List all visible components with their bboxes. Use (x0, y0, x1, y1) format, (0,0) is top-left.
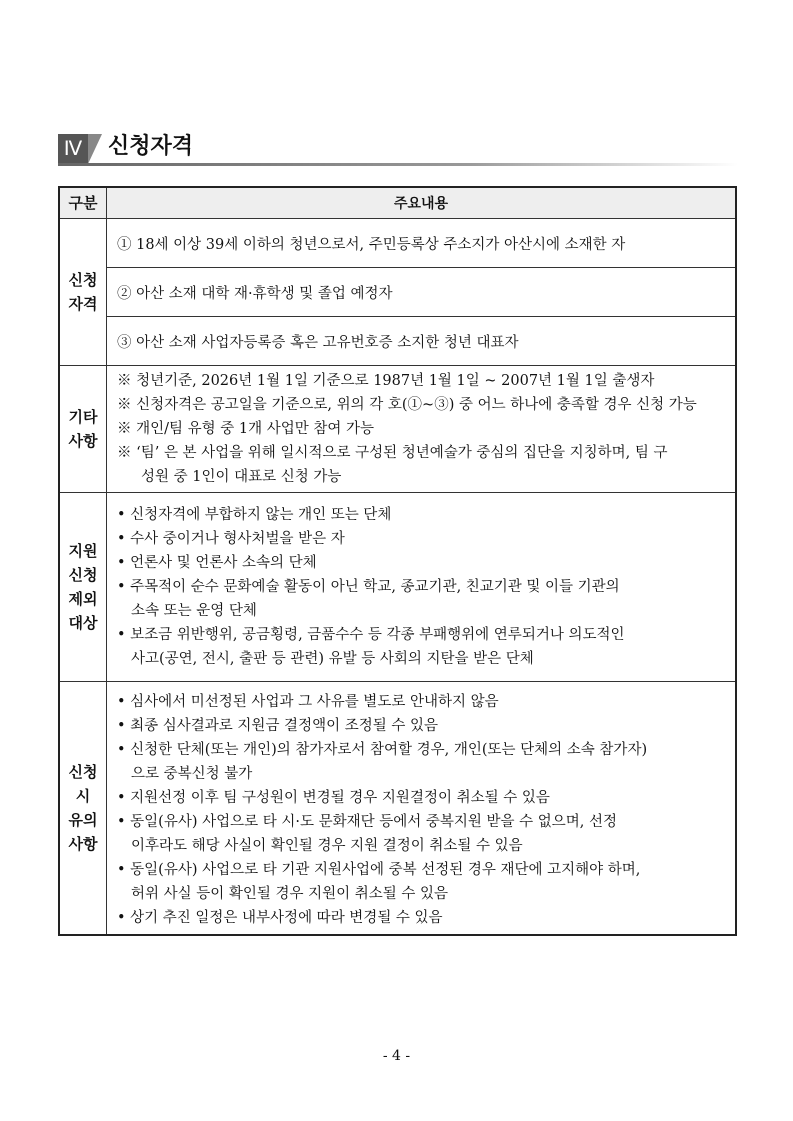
badge-decoration (88, 134, 102, 164)
row-label-line: 기타 (68, 408, 98, 426)
row-label (59, 219, 107, 366)
list-item: ※ 청년기준, 2026년 1월 1일 기준으로 1987년 1월 1일 ~ 2007년 1월 1일 출생자 (117, 373, 655, 389)
row-label-line: 신청 (68, 566, 98, 584)
list-item: • 심사에서 미선정된 사업과 그 사유를 별도로 안내하지 않음 (117, 694, 499, 710)
list-item: • 보조금 위반행위, 공금횡령, 금품수수 등 각종 부패행위에 연루되거나 의도적인 (117, 627, 625, 643)
list-item: • 주목적이 순수 문화예술 활동이 아닌 학교, 종교기관, 친교기관 및 이들 기관의 (117, 579, 620, 595)
list-item: • 신청한 단체(또는 개인)의 참가자로서 참여할 경우, 개인(또는 단체의 소속 참가자) (117, 742, 648, 758)
list-item: ※ 개인/팀 유형 중 1개 사업만 참여 가능 (117, 421, 374, 437)
page-number: - 4 - (382, 1048, 411, 1064)
row-label-line: 사항 (68, 432, 98, 450)
list-item-continuation: 허위 사실 등이 확인될 경우 지원이 취소될 수 있음 (131, 886, 449, 902)
list-item: • 동일(유사) 사업으로 타 기관 지원사업에 중복 선정된 경우 재단에 고지해야 하며, (117, 862, 641, 878)
list-item: • 신청자격에 부합하지 않는 개인 또는 단체 (117, 507, 392, 523)
list-item-continuation: 으로 중복신청 불가 (131, 766, 253, 782)
section-number-badge: Ⅳ (58, 134, 88, 164)
list-item: • 수사 중이거나 형사처벌을 받은 자 (117, 531, 345, 547)
row-other (59, 366, 736, 493)
eligibility-table (58, 186, 737, 936)
list-item-continuation: 사고(공연, 전시, 출판 등 관련) 유발 등 사회의 지탄을 받은 단체 (131, 651, 534, 667)
row-label-line: 유의 (68, 811, 98, 829)
list-item: • 상기 추진 일정은 내부사정에 따라 변경될 수 있음 (117, 910, 443, 926)
row-label-line: 자격 (68, 295, 98, 313)
list-item-continuation: 이후라도 해당 사실이 확인될 경우 지원 결정이 취소될 수 있음 (131, 838, 523, 854)
row-notes (59, 682, 736, 936)
row-label-line: 제외 (68, 590, 98, 608)
row-label-line: 사항 (68, 835, 98, 853)
list-item: • 동일(유사) 사업으로 타 시·도 문화재단 등에서 중복지원 받을 수 없으며, 선정 (117, 814, 617, 830)
list-item-continuation: 소속 또는 운영 단체 (131, 603, 257, 619)
eligibility-item: ② 아산 소재 대학 재·휴학생 및 졸업 예정자 (107, 268, 735, 317)
row-label-line: 신청 (68, 763, 98, 781)
heading-rule (58, 163, 738, 166)
row-eligibility (59, 219, 736, 366)
section-title: 신청자격 (108, 134, 194, 159)
header-content: 주요내용 (107, 187, 737, 219)
section-heading (58, 132, 738, 166)
eligibility-item: ③ 아산 소재 사업자등록증 혹은 고유번호증 소지한 청년 대표자 (117, 334, 519, 351)
row-label-line: 시 (75, 787, 91, 805)
row-label-line: 지원 (68, 542, 98, 560)
row-exclusion (59, 493, 736, 682)
row-label-line: 대상 (68, 614, 98, 632)
row-label (59, 366, 107, 493)
list-item: ※ 신청자격은 공고일을 기준으로, 위의 각 호(①~③) 중 어느 하나에 충족할 경우 신청 가능 (117, 397, 697, 413)
eligibility-item: ① 18세 이상 39세 이하의 청년으로서, 주민등록상 주소지가 아산시에 소재한 자 (107, 219, 735, 268)
list-item: • 언론사 및 언론사 소속의 단체 (117, 555, 317, 571)
row-label (59, 493, 107, 682)
list-item: • 지원선정 이후 팀 구성원이 변경될 경우 지원결정이 취소될 수 있음 (117, 790, 550, 806)
header-category: 구분 (59, 187, 107, 219)
list-item: • 최종 심사결과로 지원금 결정액이 조정될 수 있음 (117, 718, 438, 734)
row-label (59, 682, 107, 936)
row-label-line: 신청 (68, 271, 98, 289)
list-item: ※ ‘팀’ 은 본 사업을 위해 일시적으로 구성된 청년예술가 중심의 집단을 지칭하며, 팀 구 (117, 445, 668, 461)
list-item-continuation: 성원 중 1인이 대표로 신청 가능 (141, 469, 342, 485)
